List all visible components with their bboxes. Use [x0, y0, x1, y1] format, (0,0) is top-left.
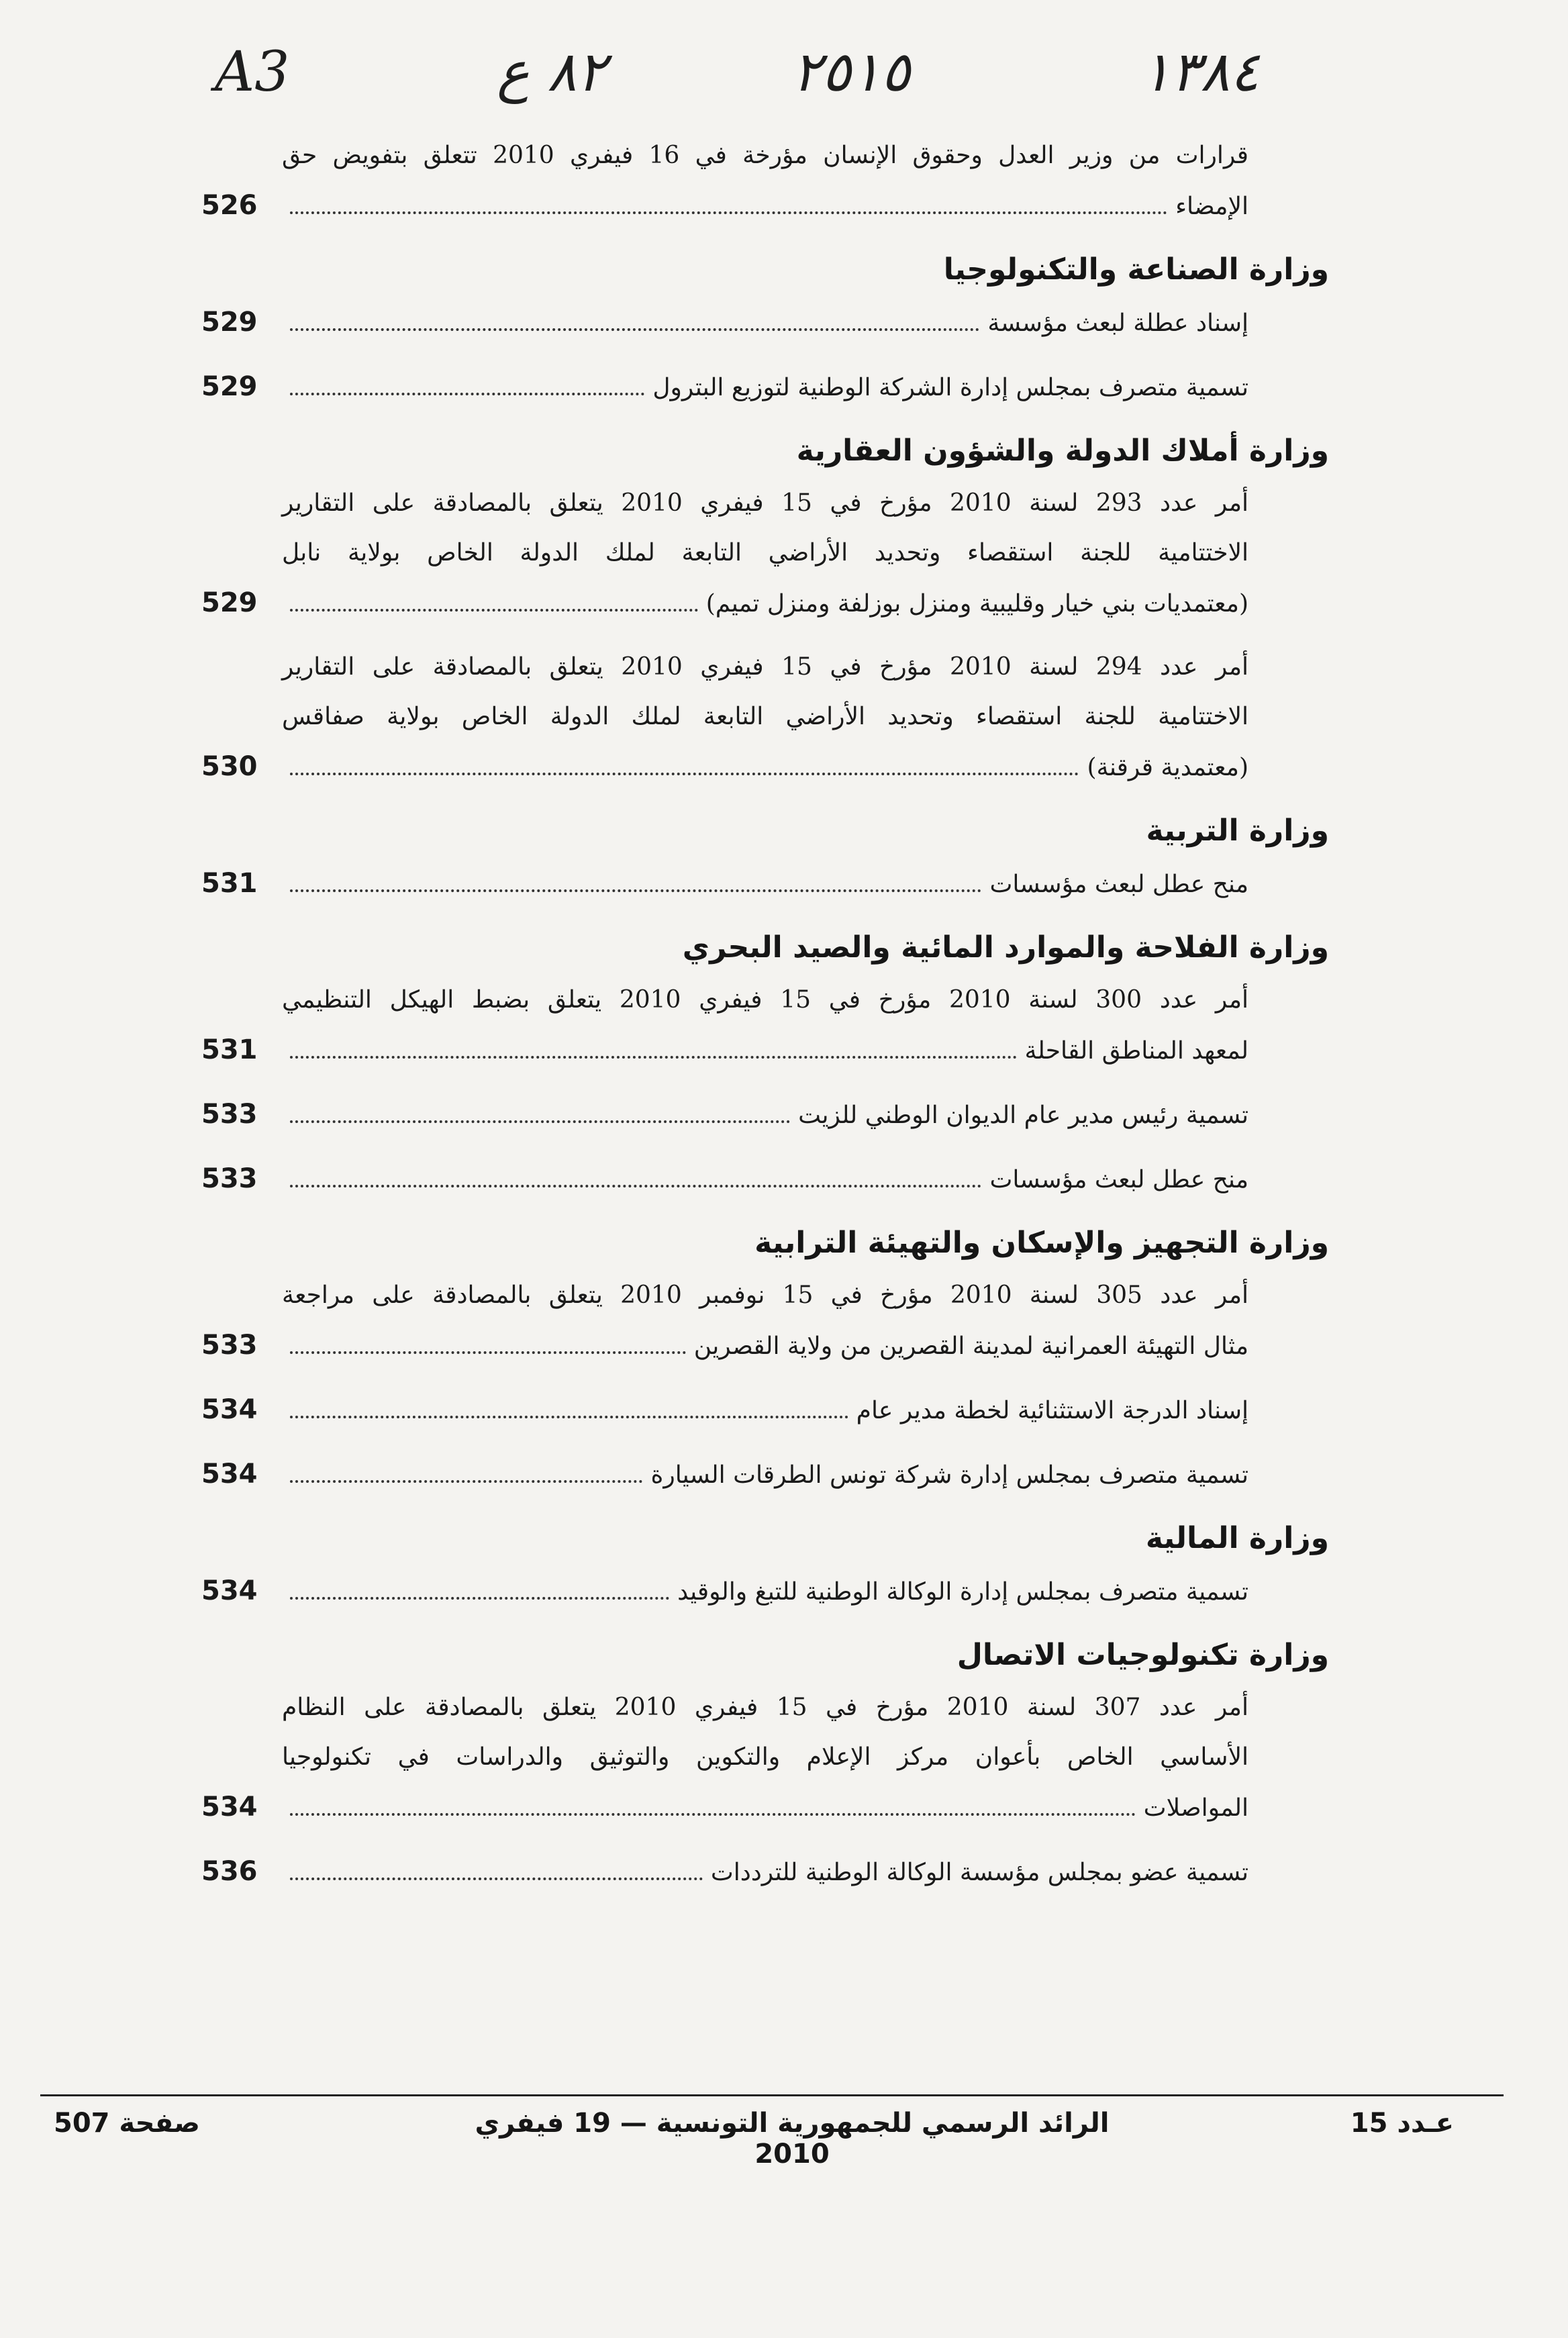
dot-leader: [290, 1812, 1136, 1816]
handwritten-number: ١٣٨٤: [1141, 40, 1260, 104]
footer-rule: [40, 2094, 1504, 2096]
toc-entry: [201, 1385, 1248, 1436]
toc-page-number: 536: [201, 1856, 258, 1887]
handwritten-ref: A3: [215, 40, 290, 104]
toc-entry-line: تسمية رئيس مدير عام الديوان الوطني للزيت: [798, 1102, 1248, 1129]
ministry-heading: وزارة المالية: [1145, 1521, 1329, 1555]
toc-entry-line: الاختتامية للجنة استقصاء وتحديد الأراضي التابعة لملك الدولة الخاص بولاية نابل: [282, 539, 1248, 567]
toc-entry: [201, 1847, 1248, 1898]
toc-entry-line: منح عطل لبعث مؤسسات: [989, 871, 1248, 898]
toc-entry-line: أمر عدد 293 لسنة 2010 مؤرخ في 15 فيفري 2010 يتعلق بالمصادقة على التقارير: [282, 489, 1248, 517]
toc-entry: [201, 1449, 1248, 1500]
toc-entry: [201, 975, 1248, 1076]
dot-leader: [290, 1184, 981, 1187]
toc-entry-line: المواصلات: [1143, 1794, 1248, 1822]
ministry-heading: وزارة تكنولوجيات الاتصال: [957, 1638, 1329, 1672]
toc-entry-line: (معتمديات بني خيار وقليبية ومنزل بوزلفة ومنزل تميم): [705, 590, 1248, 618]
ministry-heading: وزارة التربية: [1146, 814, 1329, 848]
toc-page-number: 533: [201, 1099, 258, 1130]
toc-entry: [201, 1271, 1248, 1371]
dot-leader: [290, 328, 979, 331]
toc-page-number: 534: [201, 1394, 258, 1425]
toc-entry-line: إسناد عطلة لبعث مؤسسة: [987, 309, 1248, 337]
toc-entry: [201, 1154, 1248, 1205]
toc-page-number: 529: [201, 587, 258, 618]
toc-entry-line: لمعهد المناطق القاحلة: [1024, 1037, 1248, 1065]
toc-entry-line: الاختتامية للجنة استقصاء وتحديد الأراضي التابعة لملك الدولة الخاص بولاية صفاقس: [282, 703, 1248, 730]
table-of-contents: [201, 131, 1329, 1911]
toc-entry: [201, 131, 1248, 232]
toc-entry-line: قرارات من وزير العدل وحقوق الإنسان مؤرخة في 16 فيفري 2010 تتعلق بتفويض حق: [282, 142, 1248, 169]
toc-entry-line: تسمية متصرف بمجلس إدارة الشركة الوطنية لتوزيع البترول: [652, 374, 1248, 401]
toc-page-number: 534: [201, 1459, 258, 1490]
toc-entry-line: (معتمدية قرقنة): [1087, 754, 1248, 781]
toc-page-number: 534: [201, 1792, 258, 1822]
toc-page-number: 533: [201, 1330, 258, 1361]
toc-entry: [201, 642, 1248, 793]
toc-entry-line: تسمية متصرف بمجلس إدارة الوكالة الوطنية للتبغ والوقيد: [677, 1578, 1248, 1606]
dot-leader: [290, 1479, 642, 1483]
toc-entry-line: أمر عدد 305 لسنة 2010 مؤرخ في 15 نوفمبر 2010 يتعلق بالمصادقة على مراجعة: [282, 1281, 1248, 1309]
toc-entry-line: أمر عدد 294 لسنة 2010 مؤرخ في 15 فيفري 2010 يتعلق بالمصادقة على التقارير: [282, 653, 1248, 681]
toc-entry-line: الأساسي الخاص بأعوان مركز الإعلام والتكوين والتوثيق والدراسات في تكنولوجيا: [282, 1743, 1248, 1771]
toc-entry: [201, 1683, 1248, 1833]
issue-number: عـدد 15: [1350, 2108, 1454, 2139]
toc-page-number: 529: [201, 307, 258, 338]
toc-page-number: 531: [201, 1034, 258, 1065]
toc-page-number: 530: [201, 751, 258, 782]
dot-leader: [290, 1596, 669, 1600]
ministry-heading: وزارة الصناعة والتكنولوجيا: [943, 252, 1329, 287]
ministry-heading: وزارة الفلاحة والموارد المائية والصيد البحري: [682, 930, 1329, 965]
toc-entry: [201, 479, 1248, 629]
dot-leader: [290, 211, 1167, 214]
toc-page-number: 534: [201, 1575, 258, 1606]
toc-entry: [201, 859, 1248, 910]
dot-leader: [290, 1351, 686, 1354]
toc-entry-line: منح عطل لبعث مؤسسات: [989, 1166, 1248, 1194]
dot-leader: [290, 608, 698, 612]
dot-leader: [290, 1415, 848, 1418]
ministry-heading: وزارة التجهيز والإسكان والتهيئة الترابية: [754, 1226, 1329, 1260]
toc-page-number: 529: [201, 371, 258, 402]
journal-title-date: الرائد الرسمي للجمهورية التونسية — 19 فيفري 2010: [475, 2108, 1110, 2170]
toc-page-number: 533: [201, 1163, 258, 1194]
toc-entry: [201, 297, 1248, 348]
ministry-heading: وزارة أملاك الدولة والشؤون العقارية: [796, 434, 1329, 468]
toc-entry: [201, 1089, 1248, 1140]
dot-leader: [290, 889, 981, 892]
handwritten-code: ٨٢ ع: [497, 40, 607, 104]
toc-entry: [201, 1566, 1248, 1617]
dot-leader: [290, 1055, 1017, 1059]
toc-page-number: 526: [201, 190, 258, 221]
dot-leader: [290, 1877, 703, 1880]
toc-entry-line: أمر عدد 300 لسنة 2010 مؤرخ في 15 فيفري 2010 يتعلق بضبط الهيكل التنظيمي: [282, 986, 1248, 1014]
handwritten-year: ٢٥١٥: [792, 40, 911, 104]
dot-leader: [290, 1120, 790, 1123]
dot-leader: [290, 392, 644, 395]
toc-entry-line: تسمية متصرف بمجلس إدارة شركة تونس الطرقات السيارة: [650, 1461, 1248, 1489]
toc-page-number: 531: [201, 868, 258, 899]
toc-entry-line: أمر عدد 307 لسنة 2010 مؤرخ في 15 فيفري 2010 يتعلق بالمصادقة على النظام: [282, 1694, 1248, 1721]
toc-entry-line: مثال التهيئة العمرانية لمدينة القصرين من ولاية القصرين: [693, 1332, 1248, 1360]
toc-entry-line: إسناد الدرجة الاستثنائية لخطة مدير عام: [856, 1397, 1248, 1424]
toc-entry: [201, 362, 1248, 413]
page-number: صفحة 507: [54, 2108, 200, 2139]
toc-entry-line: الإمضاء: [1175, 193, 1248, 220]
dot-leader: [290, 772, 1079, 775]
toc-entry-line: تسمية عضو بمجلس مؤسسة الوكالة الوطنية للترددات: [710, 1859, 1248, 1886]
